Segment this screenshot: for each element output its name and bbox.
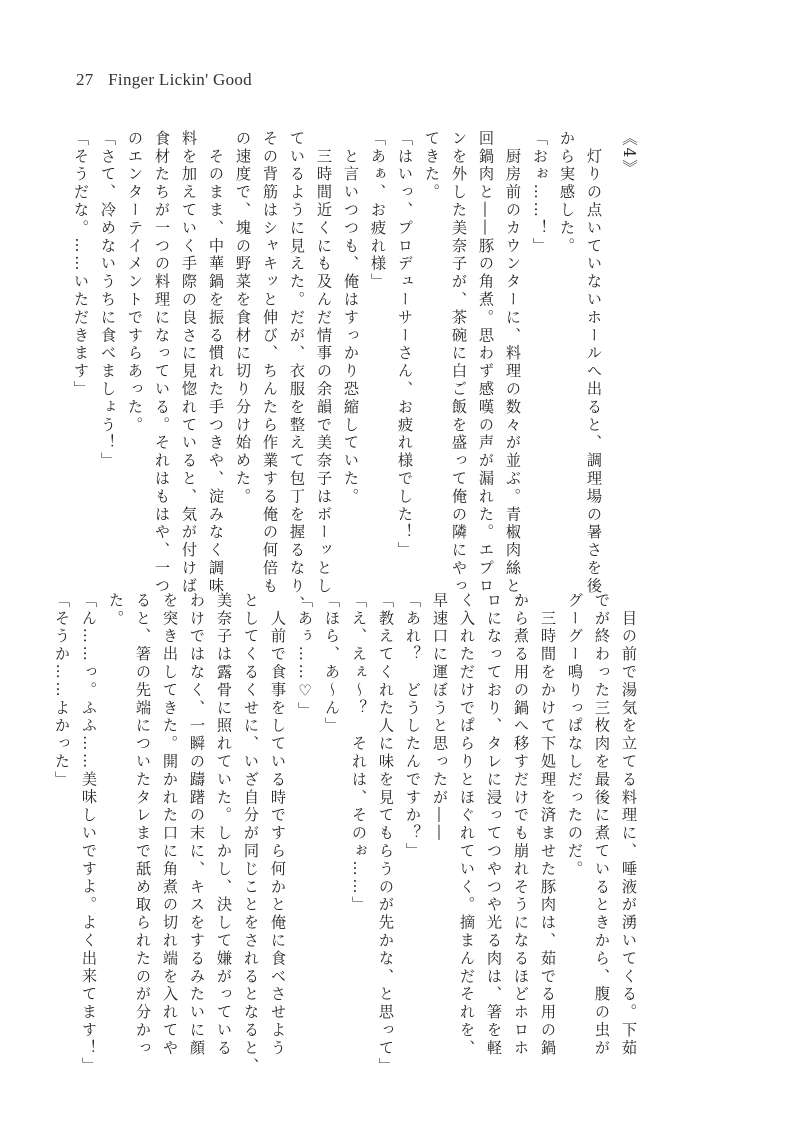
text-line: 美奈子は露骨に照れていた。しかし、決して嫌がっている <box>215 592 233 1058</box>
text-line: 「教えてくれた人に味を見てもらうのが先かな、と思って」 <box>377 592 395 1076</box>
text-line: 回鍋肉と――豚の角煮。思わず感嘆の声が漏れた。エプロ <box>477 130 495 596</box>
text-line: 「え、えぇ～？ それは、そのぉ……」 <box>350 592 368 915</box>
text-line: 三時間をかけて下処理を済ませた豚肉は、茹でる用の鍋 <box>539 609 557 1058</box>
text-line: ンを外した美奈子が、茶碗に白ご飯を盛って俺の隣にやっ <box>450 130 468 596</box>
text-line: から煮る用の鍋へ移すだけでも崩れそうになるほどホロホ <box>512 592 530 1058</box>
text-line: 「さて、冷めないうちに食べましょう！」 <box>99 130 117 471</box>
text-line: ロになっており、タレに浸ってつやつや光る肉は、箸を軽 <box>485 592 503 1058</box>
text-line: から実感した。 <box>558 130 576 256</box>
text-line: グーグー鳴りっぱなしだったのだ。 <box>566 592 584 879</box>
text-line: 「あぁ、お疲れ様」 <box>369 130 387 292</box>
text-line: 「あぅ……♡」 <box>296 592 314 721</box>
text-line: 厨房前のカウンターに、料理の数々が並ぶ。青椒肉絲と、 <box>504 147 522 614</box>
text-line: 「ん……っ。ふふ……美味しいですよ。よく出来てます！」 <box>80 592 98 1076</box>
text-line: 灯りの点いていないホールへ出ると、調理場の暑さを後 <box>585 147 603 596</box>
text-line: ると、箸の先端についたタレまで舐め取られたのが分かっ <box>134 592 152 1058</box>
page-number: 27 <box>76 70 94 89</box>
text-line: 「はいっ、プロデューサーさん、お疲れ様でした！」 <box>396 130 414 560</box>
top-text-block <box>67 130 642 614</box>
text-line: と言いつつも、俺はすっかり恐縮していた。 <box>342 147 360 506</box>
text-line: 「おぉ……！」 <box>531 130 549 256</box>
text-line: わけではなく、一瞬の躊躇の末に、キスをするみたいに顔 <box>188 592 206 1058</box>
text-line: 人前で食事をしている時ですら何かと俺に食べさせよう <box>269 609 287 1058</box>
text-line: そのまま、中華鍋を振る慣れた手つきや、淀みなく調味 <box>207 147 225 596</box>
text-line: 目の前で湯気を立てる料理に、唾液が湧いてくる。下茹 <box>620 609 638 1058</box>
text-line: ているように見えた。だが、衣服を整えて包丁を握るなり、 <box>288 130 306 614</box>
text-line: 料を加えていく手際の良さに見惚れていると、気が付けば <box>180 130 198 596</box>
chapter-marker: 《4》 <box>620 130 638 177</box>
text-line: 「あれ？ どうしたんですか？」 <box>404 592 422 861</box>
text-line: 食材たちが一つの料理になっている。それはもはや、一つ <box>153 130 171 596</box>
text-line: のエンターテイメントですらあった。 <box>126 130 144 435</box>
text-line: てきた。 <box>423 130 441 202</box>
text-line: 三時間近くにも及んだ情事の余韻で美奈子はボーッとし <box>315 147 333 596</box>
text-line: 「そうだな。……いただきます」 <box>72 130 90 399</box>
text-line: としてくるくせに、いざ自分が同じことをされるとなると、 <box>242 592 260 1076</box>
text-line: その背筋はシャキッと伸び、ちんたら作業する俺の何倍も <box>261 130 279 596</box>
bottom-text-block <box>48 592 642 1076</box>
running-title: Finger Lickin' Good <box>108 70 252 89</box>
text-line: 「そうか……よかった」 <box>53 592 71 789</box>
text-line: く入れただけでぱらりとほぐれていく。摘まんだそれを、 <box>458 592 476 1058</box>
text-line: 「ほら、あ～ん」 <box>323 592 341 736</box>
running-header <box>76 70 252 90</box>
text-line: でが終わった三枚肉を最後に煮ているときから、腹の虫が <box>593 592 611 1058</box>
text-line: 早速口に運ぼうと思ったが―― <box>431 592 449 843</box>
text-line: た。 <box>107 592 125 628</box>
text-line: を突き出してきた。開かれた口に角煮の切れ端を入れてや <box>161 592 179 1058</box>
text-line: の速度で、塊の野菜を食材に切り分け始めた。 <box>234 130 252 506</box>
